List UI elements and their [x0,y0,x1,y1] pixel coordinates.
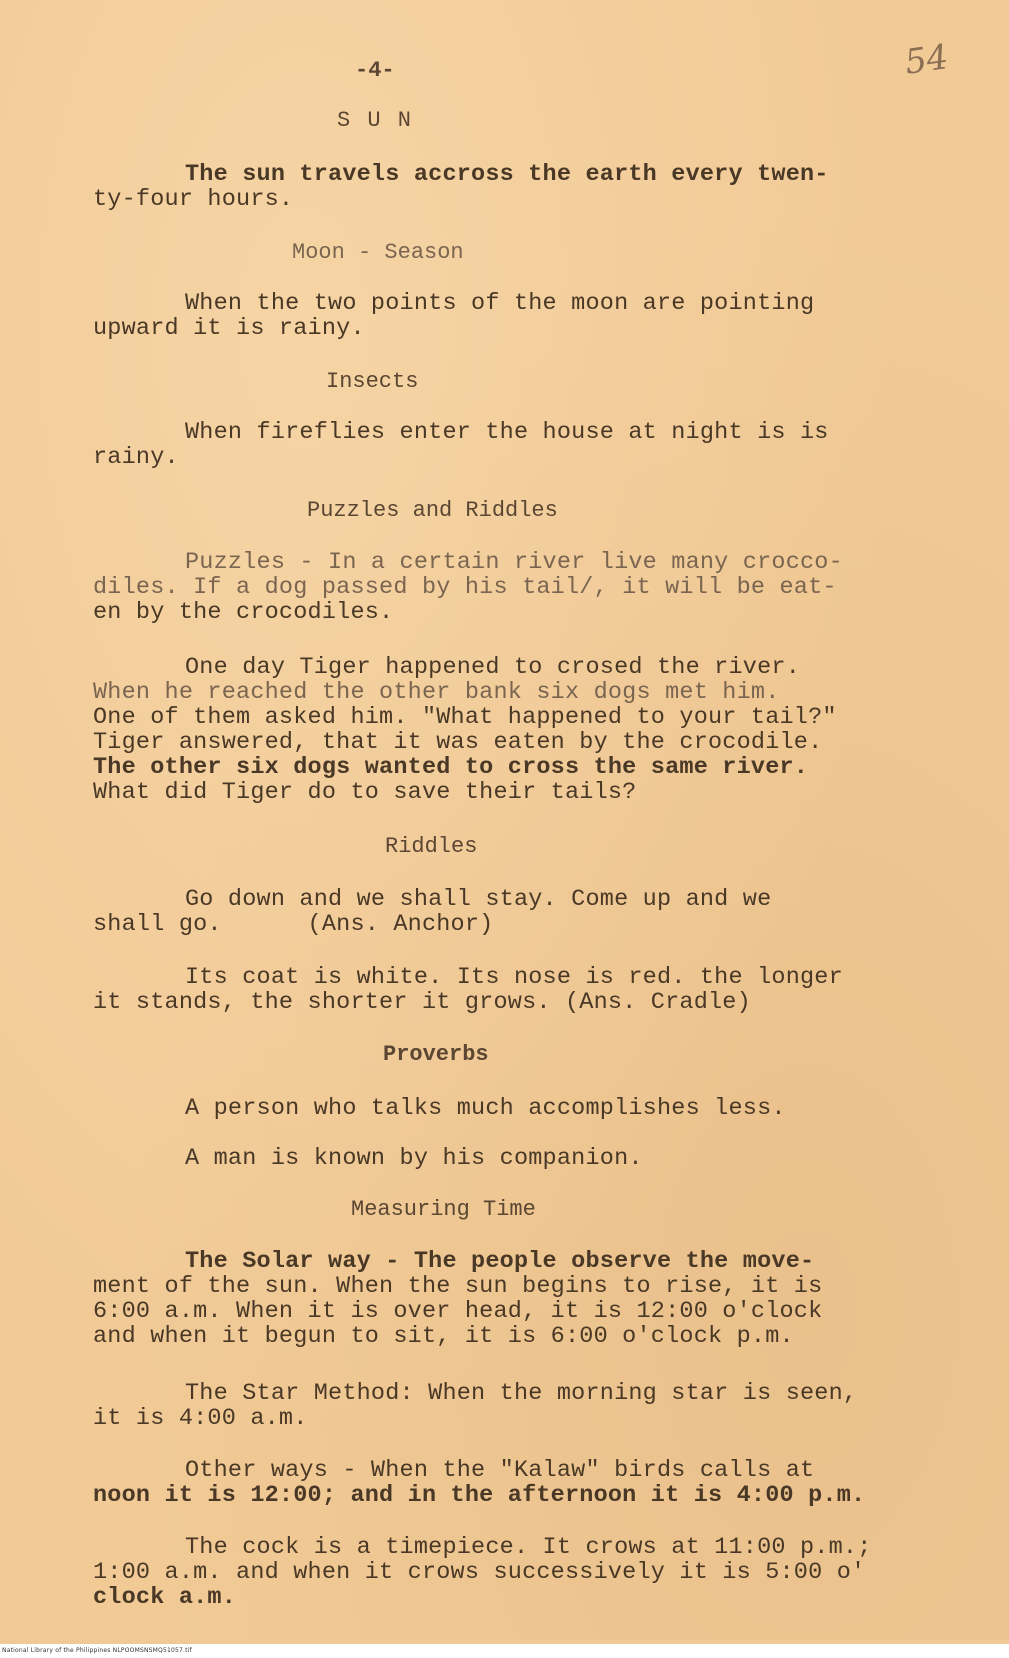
heading-measuring-time: Measuring Time [351,1197,536,1222]
puzzle-p1-line-1: Puzzles - In a certain river live many crocco- [185,549,843,576]
heading-proverbs: Proverbs [383,1042,489,1067]
moon-line-1: When the two points of the moon are pointing [185,290,815,317]
time-p1-line-2: ment of the sun. When the sun begins to rise, it is [93,1273,823,1300]
puzzle-p2-line-6: What did Tiger do to save their tails? [93,779,637,806]
puzzle-p2-line-1: One day Tiger happened to crosed the river. [185,654,800,681]
heading-sun: S U N [337,108,414,133]
moon-line-2: upward it is rainy. [93,315,365,342]
riddle-p1-line-2: shall go. (Ans. Anchor) [93,911,494,938]
sun-line-2: ty-four hours. [93,186,294,213]
puzzle-p2-line-5: The other six dogs wanted to cross the same river. [93,754,809,781]
time-p3-line-2: noon it is 12:00; and in the afternoon it is 4:00 p.m. [93,1482,866,1509]
time-p4-line-2: 1:00 a.m. and when it crows successively it is 5:00 o' [93,1559,866,1586]
time-p1-line-1: The Solar way - The people observe the move- [185,1248,815,1275]
time-p4-line-1: The cock is a timepiece. It crows at 11:00 p.m.; [185,1534,872,1561]
riddle-p1-line-1: Go down and we shall stay. Come up and we [185,886,772,913]
time-p1-line-3: 6:00 a.m. When it is over head, it is 12:00 o'clock [93,1298,823,1325]
time-p1-line-4: and when it begun to sit, it is 6:00 o'clock p.m. [93,1323,794,1350]
heading-moon-season: Moon - Season [292,240,464,265]
scan-footer-text: National Library of the Philippines NLPOOMSNSMQ51057.tif [2,1647,192,1654]
insects-line-2: rainy. [93,444,179,471]
time-p2-line-2: it is 4:00 a.m. [93,1405,308,1432]
time-p4-line-3: clock a.m. [93,1584,237,1611]
puzzle-p2-line-2: When he reached the other bank six dogs met him. [93,679,780,706]
riddle-p2-line-2: it stands, the shorter it grows. (Ans. Cradle) [93,989,751,1016]
puzzle-p1-line-2: diles. If a dog passed by his tail/, it will be eat- [93,574,837,601]
page-number: -4- [355,58,395,83]
proverb-2: A man is known by his companion. [185,1145,643,1172]
puzzle-p2-line-4: Tiger answered, that it was eaten by the crocodile. [93,729,823,756]
heading-puzzles-riddles: Puzzles and Riddles [307,498,558,523]
proverb-1: A person who talks much accomplishes less. [185,1095,786,1122]
heading-insects: Insects [326,369,419,394]
puzzle-p2-line-3: One of them asked him. "What happened to your tail?" [93,704,837,731]
handwritten-page-mark: 54 [902,37,951,83]
puzzle-p1-line-3: en by the crocodiles. [93,599,394,626]
insects-line-1: When fireflies enter the house at night is is [185,419,829,446]
riddle-p2-line-1: Its coat is white. Its nose is red. the longer [185,964,843,991]
sun-line-1: The sun travels accross the earth every twen- [185,161,829,188]
time-p3-line-1: Other ways - When the "Kalaw" birds calls at [185,1457,815,1484]
heading-riddles: Riddles [385,834,478,859]
time-p2-line-1: The Star Method: When the morning star is seen, [185,1380,858,1407]
